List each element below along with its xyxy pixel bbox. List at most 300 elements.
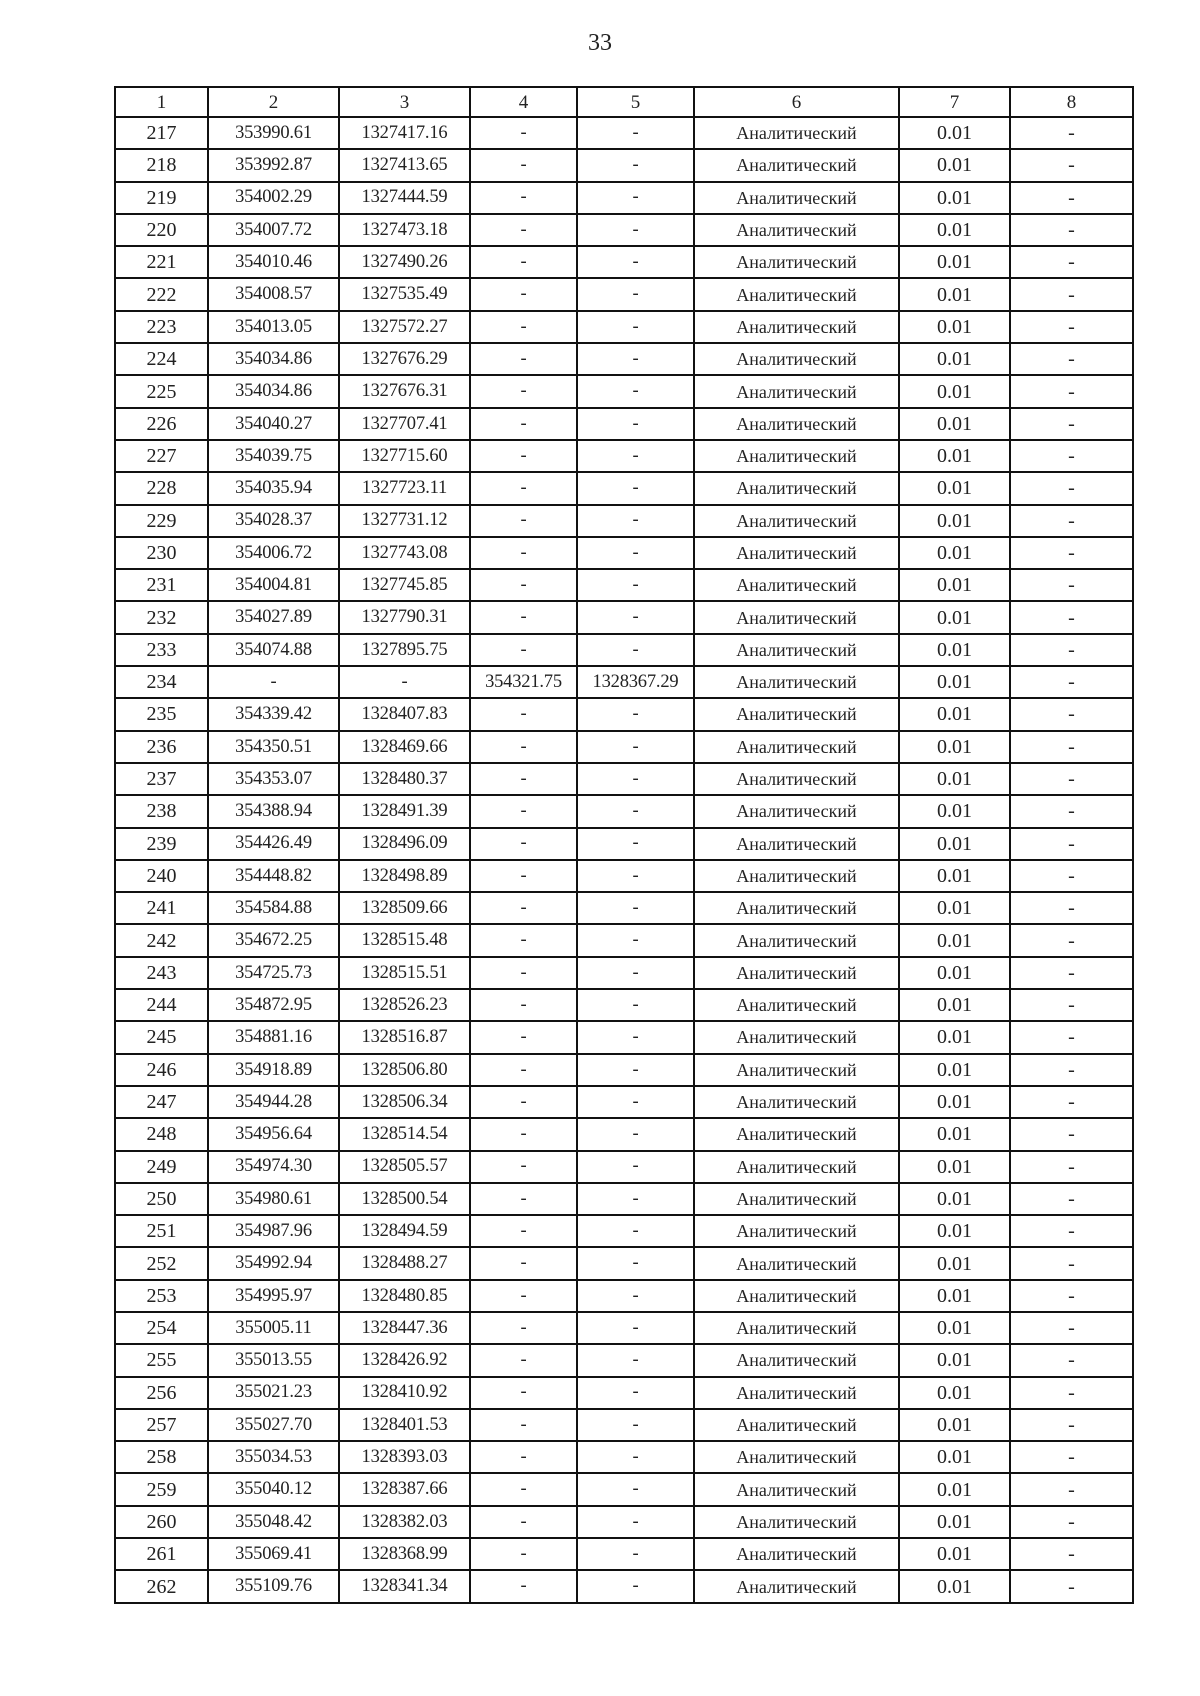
accuracy-cell: 0.01	[899, 440, 1010, 472]
y-coordinate-cell: 1328506.34	[339, 1086, 470, 1118]
table-row	[115, 117, 1133, 149]
column-header: 7	[899, 87, 1010, 117]
point-number-cell: 260	[115, 1506, 208, 1538]
x-coordinate-alt-cell: -	[470, 214, 577, 246]
table-row	[115, 472, 1133, 504]
point-number-cell: 236	[115, 731, 208, 763]
point-number-cell: 239	[115, 828, 208, 860]
table-row	[115, 1247, 1133, 1279]
x-coordinate-cell: 354008.57	[208, 278, 339, 310]
y-coordinate-alt-cell: -	[577, 149, 694, 181]
x-coordinate-alt-cell: -	[470, 1151, 577, 1183]
accuracy-cell: 0.01	[899, 860, 1010, 892]
table-row	[115, 731, 1133, 763]
x-coordinate-cell: 354027.89	[208, 601, 339, 633]
x-coordinate-cell: 354034.86	[208, 343, 339, 375]
point-number-cell: 234	[115, 666, 208, 698]
method-cell: Аналитический	[694, 1441, 899, 1473]
accuracy-cell: 0.01	[899, 1344, 1010, 1376]
note-cell: -	[1010, 1215, 1133, 1247]
y-coordinate-cell: 1328516.87	[339, 1021, 470, 1053]
x-coordinate-cell: 355021.23	[208, 1377, 339, 1409]
x-coordinate-alt-cell: -	[470, 1183, 577, 1215]
y-coordinate-alt-cell: -	[577, 698, 694, 730]
table-row	[115, 957, 1133, 989]
note-cell: -	[1010, 1570, 1133, 1602]
table-row	[115, 1280, 1133, 1312]
y-coordinate-cell: 1327707.41	[339, 408, 470, 440]
x-coordinate-alt-cell: -	[470, 763, 577, 795]
x-coordinate-alt-cell: -	[470, 828, 577, 860]
y-coordinate-cell: 1328401.53	[339, 1409, 470, 1441]
point-number-cell: 249	[115, 1151, 208, 1183]
table-row	[115, 375, 1133, 407]
y-coordinate-cell: 1327417.16	[339, 117, 470, 149]
accuracy-cell: 0.01	[899, 828, 1010, 860]
note-cell: -	[1010, 278, 1133, 310]
accuracy-cell: 0.01	[899, 1409, 1010, 1441]
column-header: 5	[577, 87, 694, 117]
x-coordinate-alt-cell: -	[470, 343, 577, 375]
y-coordinate-alt-cell: -	[577, 440, 694, 472]
x-coordinate-cell: 355069.41	[208, 1538, 339, 1570]
y-coordinate-alt-cell: -	[577, 569, 694, 601]
y-coordinate-alt-cell: -	[577, 472, 694, 504]
point-number-cell: 232	[115, 601, 208, 633]
table-row	[115, 537, 1133, 569]
x-coordinate-alt-cell: -	[470, 795, 577, 827]
y-coordinate-alt-cell: -	[577, 601, 694, 633]
x-coordinate-alt-cell: -	[470, 375, 577, 407]
accuracy-cell: 0.01	[899, 214, 1010, 246]
table-row	[115, 1344, 1133, 1376]
method-cell: Аналитический	[694, 1183, 899, 1215]
note-cell: -	[1010, 214, 1133, 246]
x-coordinate-cell: 354006.72	[208, 537, 339, 569]
y-coordinate-cell: 1328407.83	[339, 698, 470, 730]
method-cell: Аналитический	[694, 828, 899, 860]
x-coordinate-cell: -	[208, 666, 339, 698]
accuracy-cell: 0.01	[899, 731, 1010, 763]
point-number-cell: 245	[115, 1021, 208, 1053]
x-coordinate-alt-cell: -	[470, 698, 577, 730]
point-number-cell: 218	[115, 149, 208, 181]
point-number-cell: 247	[115, 1086, 208, 1118]
x-coordinate-cell: 355048.42	[208, 1506, 339, 1538]
note-cell: -	[1010, 1506, 1133, 1538]
x-coordinate-alt-cell: -	[470, 1344, 577, 1376]
accuracy-cell: 0.01	[899, 666, 1010, 698]
method-cell: Аналитический	[694, 1312, 899, 1344]
y-coordinate-alt-cell: -	[577, 537, 694, 569]
x-coordinate-cell: 354992.94	[208, 1247, 339, 1279]
y-coordinate-alt-cell: -	[577, 1441, 694, 1473]
x-coordinate-cell: 354353.07	[208, 763, 339, 795]
note-cell: -	[1010, 1473, 1133, 1505]
x-coordinate-alt-cell: -	[470, 311, 577, 343]
accuracy-cell: 0.01	[899, 1021, 1010, 1053]
y-coordinate-alt-cell: -	[577, 375, 694, 407]
y-coordinate-cell: 1327731.12	[339, 505, 470, 537]
point-number-cell: 258	[115, 1441, 208, 1473]
note-cell: -	[1010, 1151, 1133, 1183]
column-header: 3	[339, 87, 470, 117]
y-coordinate-cell: 1327473.18	[339, 214, 470, 246]
method-cell: Аналитический	[694, 1247, 899, 1279]
method-cell: Аналитический	[694, 214, 899, 246]
note-cell: -	[1010, 666, 1133, 698]
y-coordinate-cell: 1328469.66	[339, 731, 470, 763]
accuracy-cell: 0.01	[899, 149, 1010, 181]
point-number-cell: 253	[115, 1280, 208, 1312]
note-cell: -	[1010, 246, 1133, 278]
method-cell: Аналитический	[694, 1409, 899, 1441]
y-coordinate-cell: 1327444.59	[339, 182, 470, 214]
table-row	[115, 989, 1133, 1021]
accuracy-cell: 0.01	[899, 1054, 1010, 1086]
x-coordinate-cell: 354350.51	[208, 731, 339, 763]
method-cell: Аналитический	[694, 472, 899, 504]
y-coordinate-alt-cell: -	[577, 1538, 694, 1570]
y-coordinate-cell: 1328447.36	[339, 1312, 470, 1344]
method-cell: Аналитический	[694, 1054, 899, 1086]
note-cell: -	[1010, 1344, 1133, 1376]
table-row	[115, 440, 1133, 472]
point-number-cell: 262	[115, 1570, 208, 1602]
y-coordinate-cell: 1328382.03	[339, 1506, 470, 1538]
table-row	[115, 1021, 1133, 1053]
y-coordinate-cell: 1327790.31	[339, 601, 470, 633]
x-coordinate-cell: 354035.94	[208, 472, 339, 504]
x-coordinate-cell: 355005.11	[208, 1312, 339, 1344]
note-cell: -	[1010, 1118, 1133, 1150]
y-coordinate-alt-cell: -	[577, 1183, 694, 1215]
accuracy-cell: 0.01	[899, 892, 1010, 924]
x-coordinate-alt-cell: -	[470, 472, 577, 504]
y-coordinate-cell: 1327723.11	[339, 472, 470, 504]
point-number-cell: 256	[115, 1377, 208, 1409]
accuracy-cell: 0.01	[899, 1118, 1010, 1150]
note-cell: -	[1010, 311, 1133, 343]
y-coordinate-cell: 1328496.09	[339, 828, 470, 860]
accuracy-cell: 0.01	[899, 1151, 1010, 1183]
note-cell: -	[1010, 1441, 1133, 1473]
x-coordinate-cell: 355034.53	[208, 1441, 339, 1473]
y-coordinate-cell: 1327676.31	[339, 375, 470, 407]
x-coordinate-cell: 354672.25	[208, 924, 339, 956]
method-cell: Аналитический	[694, 731, 899, 763]
y-coordinate-cell: 1327413.65	[339, 149, 470, 181]
y-coordinate-cell: 1328341.34	[339, 1570, 470, 1602]
table-row	[115, 698, 1133, 730]
accuracy-cell: 0.01	[899, 117, 1010, 149]
y-coordinate-alt-cell: 1328367.29	[577, 666, 694, 698]
point-number-cell: 225	[115, 375, 208, 407]
note-cell: -	[1010, 117, 1133, 149]
y-coordinate-alt-cell: -	[577, 117, 694, 149]
point-number-cell: 222	[115, 278, 208, 310]
x-coordinate-cell: 354039.75	[208, 440, 339, 472]
x-coordinate-cell: 354987.96	[208, 1215, 339, 1247]
x-coordinate-cell: 354388.94	[208, 795, 339, 827]
y-coordinate-alt-cell: -	[577, 214, 694, 246]
table-row	[115, 634, 1133, 666]
page-number: 33	[588, 30, 612, 56]
note-cell: -	[1010, 1538, 1133, 1570]
accuracy-cell: 0.01	[899, 763, 1010, 795]
x-coordinate-alt-cell: -	[470, 1247, 577, 1279]
method-cell: Аналитический	[694, 957, 899, 989]
y-coordinate-cell: 1328515.48	[339, 924, 470, 956]
y-coordinate-cell: 1328480.37	[339, 763, 470, 795]
method-cell: Аналитический	[694, 246, 899, 278]
point-number-cell: 251	[115, 1215, 208, 1247]
x-coordinate-alt-cell: -	[470, 1118, 577, 1150]
y-coordinate-cell: 1328491.39	[339, 795, 470, 827]
note-cell: -	[1010, 698, 1133, 730]
table-row	[115, 311, 1133, 343]
x-coordinate-cell: 354040.27	[208, 408, 339, 440]
note-cell: -	[1010, 1183, 1133, 1215]
y-coordinate-cell: 1327572.27	[339, 311, 470, 343]
column-header: 2	[208, 87, 339, 117]
table-row	[115, 1441, 1133, 1473]
note-cell: -	[1010, 1086, 1133, 1118]
accuracy-cell: 0.01	[899, 182, 1010, 214]
method-cell: Аналитический	[694, 1344, 899, 1376]
x-coordinate-cell: 354010.46	[208, 246, 339, 278]
note-cell: -	[1010, 440, 1133, 472]
point-number-cell: 229	[115, 505, 208, 537]
point-number-cell: 220	[115, 214, 208, 246]
y-coordinate-alt-cell: -	[577, 731, 694, 763]
y-coordinate-alt-cell: -	[577, 957, 694, 989]
y-coordinate-alt-cell: -	[577, 343, 694, 375]
method-cell: Аналитический	[694, 343, 899, 375]
x-coordinate-cell: 354448.82	[208, 860, 339, 892]
point-number-cell: 242	[115, 924, 208, 956]
note-cell: -	[1010, 924, 1133, 956]
point-number-cell: 241	[115, 892, 208, 924]
point-number-cell: 257	[115, 1409, 208, 1441]
accuracy-cell: 0.01	[899, 311, 1010, 343]
y-coordinate-cell: 1328426.92	[339, 1344, 470, 1376]
point-number-cell: 246	[115, 1054, 208, 1086]
method-cell: Аналитический	[694, 182, 899, 214]
method-cell: Аналитический	[694, 440, 899, 472]
x-coordinate-cell: 354974.30	[208, 1151, 339, 1183]
method-cell: Аналитический	[694, 375, 899, 407]
x-coordinate-cell: 354918.89	[208, 1054, 339, 1086]
table-row	[115, 214, 1133, 246]
accuracy-cell: 0.01	[899, 989, 1010, 1021]
y-coordinate-alt-cell: -	[577, 1215, 694, 1247]
y-coordinate-alt-cell: -	[577, 763, 694, 795]
accuracy-cell: 0.01	[899, 375, 1010, 407]
y-coordinate-cell: 1328506.80	[339, 1054, 470, 1086]
y-coordinate-cell: 1328515.51	[339, 957, 470, 989]
x-coordinate-cell: 354426.49	[208, 828, 339, 860]
y-coordinate-cell: 1327715.60	[339, 440, 470, 472]
accuracy-cell: 0.01	[899, 569, 1010, 601]
accuracy-cell: 0.01	[899, 957, 1010, 989]
x-coordinate-cell: 354339.42	[208, 698, 339, 730]
point-number-cell: 219	[115, 182, 208, 214]
column-header: 8	[1010, 87, 1133, 117]
method-cell: Аналитический	[694, 1118, 899, 1150]
accuracy-cell: 0.01	[899, 472, 1010, 504]
note-cell: -	[1010, 892, 1133, 924]
y-coordinate-alt-cell: -	[577, 1086, 694, 1118]
note-cell: -	[1010, 343, 1133, 375]
table-body	[115, 117, 1133, 1603]
note-cell: -	[1010, 1377, 1133, 1409]
x-coordinate-alt-cell: 354321.75	[470, 666, 577, 698]
y-coordinate-alt-cell: -	[577, 892, 694, 924]
x-coordinate-cell: 355040.12	[208, 1473, 339, 1505]
y-coordinate-alt-cell: -	[577, 278, 694, 310]
y-coordinate-cell: 1327895.75	[339, 634, 470, 666]
accuracy-cell: 0.01	[899, 795, 1010, 827]
method-cell: Аналитический	[694, 149, 899, 181]
x-coordinate-alt-cell: -	[470, 408, 577, 440]
note-cell: -	[1010, 1312, 1133, 1344]
table-row	[115, 343, 1133, 375]
x-coordinate-cell: 355013.55	[208, 1344, 339, 1376]
point-number-cell: 237	[115, 763, 208, 795]
method-cell: Аналитический	[694, 989, 899, 1021]
x-coordinate-alt-cell: -	[470, 1441, 577, 1473]
y-coordinate-alt-cell: -	[577, 246, 694, 278]
point-number-cell: 227	[115, 440, 208, 472]
note-cell: -	[1010, 1280, 1133, 1312]
table-row	[115, 924, 1133, 956]
method-cell: Аналитический	[694, 311, 899, 343]
method-cell: Аналитический	[694, 634, 899, 666]
y-coordinate-cell: 1328393.03	[339, 1441, 470, 1473]
accuracy-cell: 0.01	[899, 698, 1010, 730]
x-coordinate-alt-cell: -	[470, 1021, 577, 1053]
accuracy-cell: 0.01	[899, 601, 1010, 633]
table-row	[115, 149, 1133, 181]
point-number-cell: 230	[115, 537, 208, 569]
x-coordinate-alt-cell: -	[470, 505, 577, 537]
y-coordinate-cell: 1327535.49	[339, 278, 470, 310]
note-cell: -	[1010, 472, 1133, 504]
x-coordinate-cell: 354002.29	[208, 182, 339, 214]
point-number-cell: 244	[115, 989, 208, 1021]
note-cell: -	[1010, 860, 1133, 892]
column-header: 6	[694, 87, 899, 117]
y-coordinate-alt-cell: -	[577, 634, 694, 666]
x-coordinate-cell: 354881.16	[208, 1021, 339, 1053]
point-number-cell: 224	[115, 343, 208, 375]
point-number-cell: 250	[115, 1183, 208, 1215]
method-cell: Аналитический	[694, 1280, 899, 1312]
y-coordinate-alt-cell: -	[577, 1473, 694, 1505]
y-coordinate-alt-cell: -	[577, 408, 694, 440]
method-cell: Аналитический	[694, 763, 899, 795]
x-coordinate-alt-cell: -	[470, 1312, 577, 1344]
accuracy-cell: 0.01	[899, 634, 1010, 666]
note-cell: -	[1010, 828, 1133, 860]
method-cell: Аналитический	[694, 666, 899, 698]
column-header: 4	[470, 87, 577, 117]
accuracy-cell: 0.01	[899, 1183, 1010, 1215]
point-number-cell: 259	[115, 1473, 208, 1505]
x-coordinate-cell: 354872.95	[208, 989, 339, 1021]
method-cell: Аналитический	[694, 1215, 899, 1247]
x-coordinate-alt-cell: -	[470, 892, 577, 924]
x-coordinate-alt-cell: -	[470, 1280, 577, 1312]
x-coordinate-alt-cell: -	[470, 278, 577, 310]
table-row	[115, 795, 1133, 827]
accuracy-cell: 0.01	[899, 408, 1010, 440]
method-cell: Аналитический	[694, 1473, 899, 1505]
method-cell: Аналитический	[694, 1151, 899, 1183]
y-coordinate-alt-cell: -	[577, 1151, 694, 1183]
x-coordinate-alt-cell: -	[470, 924, 577, 956]
y-coordinate-cell: 1327490.26	[339, 246, 470, 278]
y-coordinate-alt-cell: -	[577, 1377, 694, 1409]
y-coordinate-alt-cell: -	[577, 1409, 694, 1441]
accuracy-cell: 0.01	[899, 1280, 1010, 1312]
method-cell: Аналитический	[694, 1086, 899, 1118]
note-cell: -	[1010, 1409, 1133, 1441]
accuracy-cell: 0.01	[899, 1247, 1010, 1279]
x-coordinate-cell: 354013.05	[208, 311, 339, 343]
point-number-cell: 243	[115, 957, 208, 989]
x-coordinate-cell: 355109.76	[208, 1570, 339, 1602]
y-coordinate-alt-cell: -	[577, 1506, 694, 1538]
y-coordinate-cell: 1328498.89	[339, 860, 470, 892]
y-coordinate-alt-cell: -	[577, 1312, 694, 1344]
point-number-cell: 235	[115, 698, 208, 730]
accuracy-cell: 0.01	[899, 1570, 1010, 1602]
note-cell: -	[1010, 1247, 1133, 1279]
x-coordinate-alt-cell: -	[470, 117, 577, 149]
table-row	[115, 892, 1133, 924]
accuracy-cell: 0.01	[899, 278, 1010, 310]
point-number-cell: 248	[115, 1118, 208, 1150]
accuracy-cell: 0.01	[899, 1538, 1010, 1570]
x-coordinate-alt-cell: -	[470, 182, 577, 214]
table-row	[115, 601, 1133, 633]
y-coordinate-alt-cell: -	[577, 1344, 694, 1376]
y-coordinate-alt-cell: -	[577, 1247, 694, 1279]
x-coordinate-alt-cell: -	[470, 1473, 577, 1505]
y-coordinate-cell: 1328480.85	[339, 1280, 470, 1312]
y-coordinate-cell: 1328387.66	[339, 1473, 470, 1505]
table-row	[115, 1409, 1133, 1441]
note-cell: -	[1010, 795, 1133, 827]
y-coordinate-alt-cell: -	[577, 795, 694, 827]
table-row	[115, 1473, 1133, 1505]
note-cell: -	[1010, 731, 1133, 763]
y-coordinate-cell: 1328526.23	[339, 989, 470, 1021]
accuracy-cell: 0.01	[899, 1441, 1010, 1473]
note-cell: -	[1010, 957, 1133, 989]
y-coordinate-cell: 1328505.57	[339, 1151, 470, 1183]
method-cell: Аналитический	[694, 1570, 899, 1602]
point-number-cell: 233	[115, 634, 208, 666]
y-coordinate-cell: 1328500.54	[339, 1183, 470, 1215]
table-row	[115, 763, 1133, 795]
method-cell: Аналитический	[694, 1506, 899, 1538]
accuracy-cell: 0.01	[899, 1506, 1010, 1538]
x-coordinate-alt-cell: -	[470, 1570, 577, 1602]
x-coordinate-cell: 354956.64	[208, 1118, 339, 1150]
